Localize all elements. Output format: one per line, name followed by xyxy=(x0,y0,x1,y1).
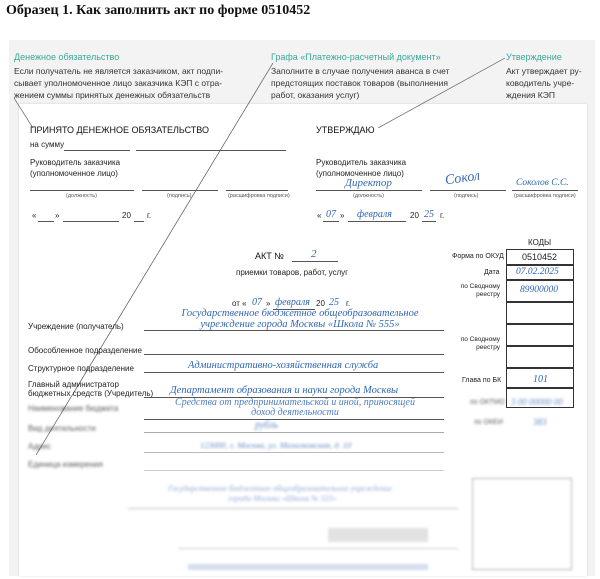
field-line-budget xyxy=(144,419,444,420)
code-label-okei: по ОКЕИ xyxy=(474,419,503,426)
annotation-middle-text: Заполните в случае получения аванса в счет предстоящих поставок товаров (выполнения работ, оказания услуг) xyxy=(271,66,450,100)
approve-heading: УТВЕРЖДАЮ xyxy=(316,125,375,135)
act-number: 2 xyxy=(311,248,317,260)
field-line-address xyxy=(144,452,444,453)
code-value-bk: 101 xyxy=(533,374,548,385)
right-date-q2: » xyxy=(340,211,345,220)
act-date-from: от « xyxy=(232,299,247,308)
right-date-month: февраля xyxy=(357,209,392,220)
code-label-bk: Глава по БК xyxy=(462,377,502,384)
field-line-separate-division xyxy=(144,354,444,355)
right-decoding-line xyxy=(512,190,578,191)
lower-code-box xyxy=(472,478,572,570)
field-line-institution xyxy=(144,330,444,331)
act-subtitle: приемки товаров, работ, услуг xyxy=(236,268,349,277)
act-date-q2: » xyxy=(266,299,271,308)
act-date-suffix: г. xyxy=(346,299,351,308)
left-date-suffix: г. xyxy=(147,211,152,220)
field-label-structural-division: Структурное подразделение xyxy=(28,364,134,373)
sum-label: на сумму xyxy=(30,140,65,149)
right-sub-signature: (подпись) xyxy=(454,193,479,199)
left-signature-line xyxy=(142,190,218,191)
right-position-value: Директор xyxy=(345,177,392,189)
act-label: АКТ № xyxy=(255,251,284,261)
left-date-year-line xyxy=(134,221,144,222)
field-label-budget: Наименование бюджета xyxy=(28,404,119,413)
left-sub-signature: (подпись) xyxy=(167,193,192,199)
right-sub-decoding: (расшифровка подписи) xyxy=(514,193,576,199)
right-date-suffix: г. xyxy=(440,211,445,220)
accepted-heading: ПРИНЯТО ДЕНЕЖНОЕ ОБЯЗАТЕЛЬСТВО xyxy=(30,125,210,135)
right-head-label: Руководитель заказчика xyxy=(316,158,407,167)
field-label-unit: Единица измерения xyxy=(28,460,103,469)
code-value-oktmo: 3 00 00000 00 xyxy=(511,397,563,407)
annotation-right-heading: Утверждение xyxy=(506,52,562,62)
act-date-month: февраля xyxy=(275,297,310,308)
sum-line-2 xyxy=(136,150,286,151)
left-position-line xyxy=(30,190,134,191)
left-sub-decoding: (расшифровка подписи) xyxy=(228,193,290,199)
field-label-activity: Вид деятельности xyxy=(28,424,96,433)
pointer-line-left xyxy=(14,98,33,128)
lower-cell-2 xyxy=(188,564,428,570)
left-sub-position: (должность) xyxy=(66,193,97,199)
right-date-day: 07 xyxy=(326,209,336,220)
act-number-line xyxy=(292,261,338,262)
lower-cell-1 xyxy=(328,528,428,542)
code-value-okei: 383 xyxy=(533,417,547,427)
right-date-day-line xyxy=(323,221,339,222)
left-date-q2: » xyxy=(55,211,60,220)
field-label-administrator: Главный администратор бюджетных средств (Учредитель) xyxy=(28,380,154,398)
field-label-institution: Учреждение (получатель) xyxy=(28,322,124,331)
lower-line-1 xyxy=(128,508,458,509)
field-line-activity xyxy=(144,432,444,433)
right-date-year: 25 xyxy=(424,209,434,220)
right-signature-line xyxy=(430,190,506,191)
codes-header: КОДЫ xyxy=(528,238,552,247)
left-date-year: 20 xyxy=(122,211,131,220)
right-decoding-value: Соколов С.С. xyxy=(516,178,569,188)
left-date-month-line xyxy=(63,221,119,222)
code-label-registry-2: по Сводному реестру xyxy=(460,336,500,351)
field-line-structural-division xyxy=(144,372,444,373)
bottom-line-1: Государственное бюджетное общеобразовательное учреждение xyxy=(168,484,392,493)
left-head-label: Руководитель заказчика xyxy=(30,158,121,167)
annotation-right-text: Акт утверждает ру- ководитель учре- ждения КЭП xyxy=(506,66,582,100)
code-label-registry: по Сводному реестру xyxy=(460,283,500,298)
right-position-line xyxy=(316,190,422,191)
act-date-day: 07 xyxy=(252,297,262,308)
field-value-activity: рубль xyxy=(255,420,278,431)
code-label-okud: Форма по ОКУД xyxy=(452,253,504,260)
signature-mark: Сокол xyxy=(444,168,482,189)
bottom-line-2: города Москвы «Школа № 555» xyxy=(228,494,337,503)
right-date-month-line xyxy=(348,221,406,222)
left-date-day-line xyxy=(38,221,54,222)
annotation-middle-heading: Графа «Платежно-расчетный документ» xyxy=(271,52,441,62)
codes-cell-registry-2 xyxy=(506,302,574,324)
right-head-sublabel: (уполномоченное лицо) xyxy=(316,169,404,178)
act-date-year: 25 xyxy=(329,297,339,308)
left-date-q1: « xyxy=(32,211,37,220)
field-value-administrator: Департамент образования и науки города Москвы xyxy=(170,385,399,396)
right-date-year-prefix: 20 xyxy=(410,211,419,220)
code-value-date: 07.02.2025 xyxy=(516,267,559,277)
field-label-address: Адрес xyxy=(28,442,51,451)
right-date-year-line xyxy=(422,221,436,222)
codes-cell-bk xyxy=(506,346,574,368)
right-date-q1: « xyxy=(317,211,322,220)
code-label-oktmo: по ОКТМО xyxy=(470,399,505,406)
act-date-year-prefix: 20 xyxy=(316,299,325,308)
field-line-unit xyxy=(144,470,444,471)
lower-line-2 xyxy=(178,548,458,549)
pointer-line-right xyxy=(378,58,505,128)
field-value-structural-division: Административно-хозяйственная служба xyxy=(188,360,379,371)
code-value-registry: 89900000 xyxy=(520,285,558,295)
annotation-left-heading: Денежное обязательство xyxy=(14,52,120,62)
right-sub-position: (должность) xyxy=(353,193,384,199)
annotation-left-text: Если получатель не является заказчиком, акт подпи- сывает уполномоченное лицо заказчика КЭП с отра- жением суммы принятых денежных обязательств xyxy=(14,66,224,100)
page-title: Образец 1. Как заполнить акт по форме 0510452 xyxy=(6,3,311,18)
field-value-budget: Средства от предпринимательской и иной, приносящей доход деятельности xyxy=(175,397,415,418)
field-label-separate-division: Обособленное подразделение xyxy=(28,346,142,355)
left-head-sublabel: (уполномоченное лицо) xyxy=(30,169,118,178)
codes-cell-empty xyxy=(506,324,574,346)
code-value-okud: 0510452 xyxy=(522,252,558,262)
sum-line xyxy=(64,150,130,151)
field-value-address: 123000, г. Москва, ул. Михалковская, д. 10 xyxy=(200,440,352,450)
code-label-date: Дата xyxy=(484,269,500,276)
left-decoding-line xyxy=(226,190,288,191)
lower-table-blurred xyxy=(28,478,573,574)
field-value-institution: Государственное бюджетное общеобразовательное учреждение города Москвы «Школа № 555» xyxy=(181,308,419,330)
